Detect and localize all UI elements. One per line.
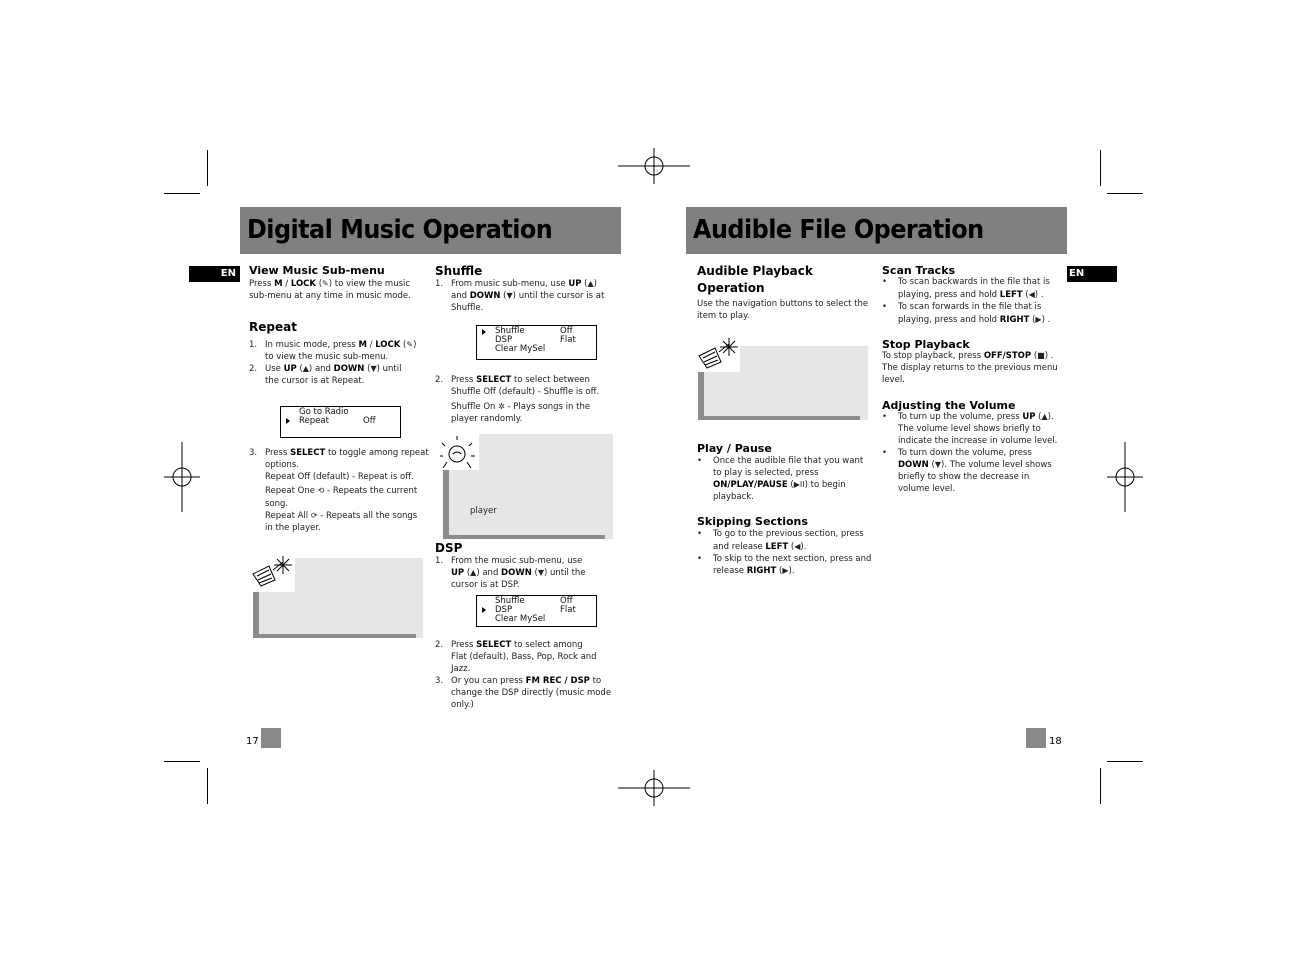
step-number: 1. [435,556,444,566]
section-heading: Play / Pause [697,442,772,455]
paragraph-line: in the player. [265,523,321,533]
paragraph-line: Use UP (▲) and DOWN (▼) until [265,364,402,374]
tip-icon-frame [439,432,479,470]
lcd-row: Repeat [299,416,329,426]
hand-writing-icon [249,552,295,592]
bullet: • [697,554,703,564]
paragraph-line: From music sub-menu, use UP (▲) [451,279,597,289]
paragraph-line: To stop playback, press OFF/STOP (■) . [882,351,1054,361]
crosshair-icon [164,442,200,512]
paragraph-line: To skip to the next section, press and [713,554,872,564]
lcd-value: Off [560,596,573,606]
page-number: 17 [246,736,259,747]
paragraph-line: to view the music sub-menu. [265,352,389,362]
page-title: Audible File Operation [693,215,984,245]
paragraph-line: change the DSP directly (music mode [451,688,612,698]
step-number: 2. [435,375,444,385]
right-arrow-icon: ▶ [1035,315,1042,324]
paragraph-line: to play is selected, press [713,468,819,478]
lcd-row: Go to Radio [299,407,349,417]
crop-mark [207,150,208,186]
paragraph-line: Shuffle On ✲ - Plays songs in the [451,402,591,412]
paragraph-line: Press SELECT to select among [451,640,583,650]
paragraph-line: level. [882,375,905,385]
section-heading: Adjusting the Volume [882,399,1016,412]
paragraph-line: Jazz. [451,664,471,674]
paragraph-line: Repeat All ⟳ - Repeats all the songs [265,511,418,521]
play-pause-icon: ▶II [793,480,805,489]
bullet: • [697,456,703,466]
paragraph-line: briefly to show the decrease in [898,472,1030,482]
section-heading: Stop Playback [882,338,970,351]
paragraph-line: Flat (default), Bass, Pop, Rock and [451,652,597,662]
paragraph-line: Press SELECT to select between [451,375,590,385]
paragraph-line: From the music sub-menu, use [451,556,583,566]
paragraph-line: The display returns to the previous menu [882,363,1058,373]
paragraph-line: The volume level shows briefly to [898,424,1041,434]
paragraph-line: Repeat One ⟲ - Repeats the current [265,486,418,496]
paragraph-line: Shuffle Off (default) - Shuffle is off. [451,387,600,397]
language-tab [189,266,240,282]
paragraph-line: ON/PLAY/PAUSE (▶II) to begin [713,480,846,490]
language-tab [1067,266,1117,282]
paragraph-line: volume level. [898,484,956,494]
crop-mark [164,193,200,194]
crosshair-icon [618,148,690,184]
tip-box-border [443,535,605,539]
paragraph-line: Press SELECT to toggle among repeat [265,448,429,458]
paragraph-line: Use the navigation buttons to select the [697,299,869,309]
shuffle-icon: ✲ [498,402,505,411]
paragraph-line: Repeat Off (default) - Repeat is off. [265,472,414,482]
cursor-arrow-icon [286,418,290,424]
step-number: 1. [435,279,444,289]
paragraph-line: and DOWN (▼) until the cursor is at [451,291,605,301]
bullet: • [882,448,888,458]
stop-icon: ■ [1037,351,1045,360]
up-arrow-icon: ▲ [302,364,309,373]
paragraph-line: DOWN (▼). The volume level shows [898,460,1052,470]
paragraph-line: only.) [451,700,474,710]
crosshair-icon [618,770,690,806]
crop-mark [1107,193,1143,194]
paragraph-line: release RIGHT (▶). [713,566,795,576]
language-tab-label: EN [220,268,236,279]
paragraph-line: sub-menu at any time in music mode. [249,291,411,301]
page-title-banner [686,207,1067,254]
up-arrow-icon: ▲ [587,279,594,288]
right-arrow-icon: ▶ [782,566,789,575]
paragraph-line: Or you can press FM REC / DSP to [451,676,602,686]
paragraph-line: the cursor is at Repeat. [265,376,365,386]
section-heading: Repeat [249,320,297,334]
up-arrow-icon: ▲ [470,568,477,577]
repeat-all-icon: ⟳ [310,511,318,520]
section-heading: Shuffle [435,264,483,278]
step-number: 2. [435,640,444,650]
paragraph-line: playing, press and hold RIGHT (▶) . [898,315,1051,325]
paragraph-line: playing, press and hold LEFT (◀) . [898,290,1044,300]
paragraph-line: cursor is at DSP. [451,580,520,590]
section-heading: Audible Playback [697,264,813,278]
tip-box-border [253,634,416,638]
crop-mark [1100,150,1101,186]
page-number: 18 [1049,736,1062,747]
section-heading: Scan Tracks [882,264,956,277]
bullet: • [882,277,888,287]
paragraph-line: and release LEFT (◀). [713,542,807,552]
paragraph-line: player randomly. [451,414,523,424]
paragraph-line: Shuffle. [451,303,484,313]
language-tab-label: EN [1069,268,1085,279]
down-arrow-icon: ▼ [506,291,513,300]
section-heading: Operation [697,281,765,295]
step-number: 3. [435,676,444,686]
lcd-row: DSP [495,335,513,345]
lock-icon: ✎ [322,279,329,288]
section-heading: DSP [435,541,463,555]
lcd-display [476,325,597,360]
section-heading: Skipping Sections [697,515,808,528]
lcd-row: Shuffle [495,326,525,336]
lcd-value: Off [363,416,376,426]
bullet: • [882,302,888,312]
page-number-block [1026,728,1046,748]
lock-icon: ✎ [406,340,414,349]
lcd-value: Flat [560,335,576,345]
lcd-row: DSP [495,605,513,615]
paragraph-line: To turn down the volume, press [898,448,1032,458]
section-heading: View Music Sub-menu [249,264,385,277]
paragraph-line: To scan forwards in the file that is [898,302,1042,312]
crop-mark [1107,761,1143,762]
left-arrow-icon: ◀ [794,542,801,551]
lcd-row: Clear MySel [495,344,546,354]
paragraph-line: Press M / LOCK (✎) to view the music [249,279,411,289]
paragraph-line: playback. [713,492,754,502]
paragraph-line: indicate the increase in volume level. [898,436,1058,446]
step-number: 3. [249,448,258,458]
crop-mark [207,768,208,804]
down-arrow-icon: ▼ [934,460,941,469]
tip-box-border [698,372,704,420]
down-arrow-icon: ▼ [537,568,545,577]
bullet: • [882,412,888,422]
page-title: Digital Music Operation [247,215,553,245]
paragraph-line: To go to the previous section, press [713,529,864,539]
paragraph-line: UP (▲) and DOWN (▼) until the [451,568,586,578]
tip-text: player [470,506,497,516]
step-number: 1. [249,340,258,350]
hand-writing-icon [696,336,740,372]
tip-icon-frame [696,336,740,372]
tip-box-border [253,592,259,638]
crop-mark [1100,768,1101,804]
lcd-display [476,595,597,627]
cursor-arrow-icon [482,607,486,613]
page-title-banner [240,207,621,254]
bullet: • [697,529,703,539]
lightbulb-tip-icon [439,432,479,470]
tip-box-border [698,416,860,420]
paragraph-line: In music mode, press M / LOCK (✎) [265,340,417,350]
lcd-row: Shuffle [495,596,525,606]
crosshair-icon [1107,442,1143,512]
lcd-value: Off [560,326,573,336]
step-number: 2. [249,364,258,374]
lcd-row: Clear MySel [495,614,546,624]
paragraph-line: To scan backwards in the file that is [898,277,1050,287]
paragraph-line: To turn up the volume, press UP (▲). [898,412,1054,422]
paragraph-line: song. [265,499,289,509]
tip-icon-frame [249,552,295,592]
paragraph-line: options. [265,460,300,470]
tip-box-border [443,468,449,539]
lcd-display [280,406,401,438]
page-number-block [261,728,281,748]
down-arrow-icon: ▼ [370,364,377,373]
cursor-arrow-icon [482,329,486,335]
lcd-value: Flat [560,605,576,615]
repeat-one-icon: ⟲ [317,486,325,495]
left-arrow-icon: ◀ [1028,290,1035,299]
up-arrow-icon: ▲ [1041,412,1048,421]
paragraph-line: item to play. [697,311,750,321]
paragraph-line: Once the audible file that you want [713,456,864,466]
crop-mark [164,761,200,762]
